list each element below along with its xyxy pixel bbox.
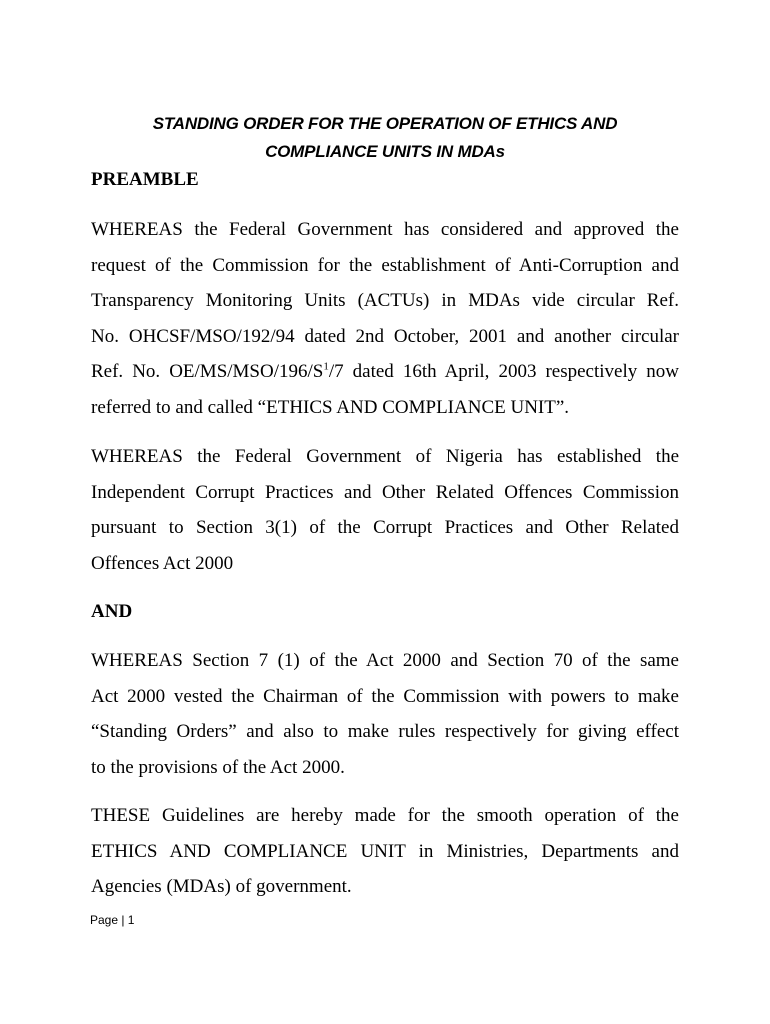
text-line: ETHICS AND COMPLIANCE UNIT in Ministries, Departments and (91, 840, 679, 862)
text-line: Act 2000 vested the Chairman of the Commission with powers to make (91, 685, 679, 707)
text-line: WHEREAS the Federal Government has considered and approved the (91, 219, 679, 240)
text-line: No. OHCSF/MSO/192/94 dated 2nd October, 2001 and another circular (91, 325, 679, 347)
document-title (90, 110, 680, 166)
text-line: referred to and called “ETHICS AND COMPLIANCE UNIT”. (91, 396, 570, 418)
text-line-with-superscript (91, 354, 679, 390)
paragraph-guidelines (91, 798, 679, 905)
text-line: Transparency Monitoring Units (ACTUs) in MDAs vide circular Ref. (91, 290, 679, 311)
text-line: WHEREAS the Federal Government of Nigeria has established the (91, 446, 679, 467)
superscript: 1 (323, 360, 329, 373)
text-line: Offences Act 2000 (91, 552, 234, 574)
text-line: pursuant to Section 3(1) of the Corrupt Practices and Other Related (91, 517, 679, 538)
text-line: to the provisions of the Act 2000. (91, 756, 345, 778)
paragraph-whereas-3 (91, 643, 679, 785)
text-segment: /7 dated 16th April, 2003 respectively now (328, 361, 679, 382)
paragraph-whereas-2 (91, 439, 679, 581)
text-line: Agencies (MDAs) of government. (91, 876, 352, 897)
text-segment: Ref. No. OE/MS/MSO/196/S (91, 361, 324, 382)
text-line: THESE Guidelines are hereby made for the smooth operation of the (91, 805, 679, 826)
preamble-heading: PREAMBLE (91, 169, 199, 190)
paragraph-whereas-1 (91, 212, 679, 425)
title-line: STANDING ORDER FOR THE OPERATION OF ETHICS AND (152, 114, 618, 133)
text-line: request of the Commission for the establishment of Anti-Corruption and (91, 254, 679, 276)
title-line: COMPLIANCE UNITS IN MDAs (265, 142, 505, 161)
text-line: “Standing Orders” and also to make rules respectively for giving effect (91, 721, 679, 742)
page-number-footer: Page | 1 (90, 913, 135, 927)
text-line: WHEREAS Section 7 (1) of the Act 2000 and Section 70 of the same (91, 650, 679, 671)
text-line: Independent Corrupt Practices and Other Related Offences Commission (91, 481, 679, 503)
and-heading: AND (91, 601, 133, 622)
